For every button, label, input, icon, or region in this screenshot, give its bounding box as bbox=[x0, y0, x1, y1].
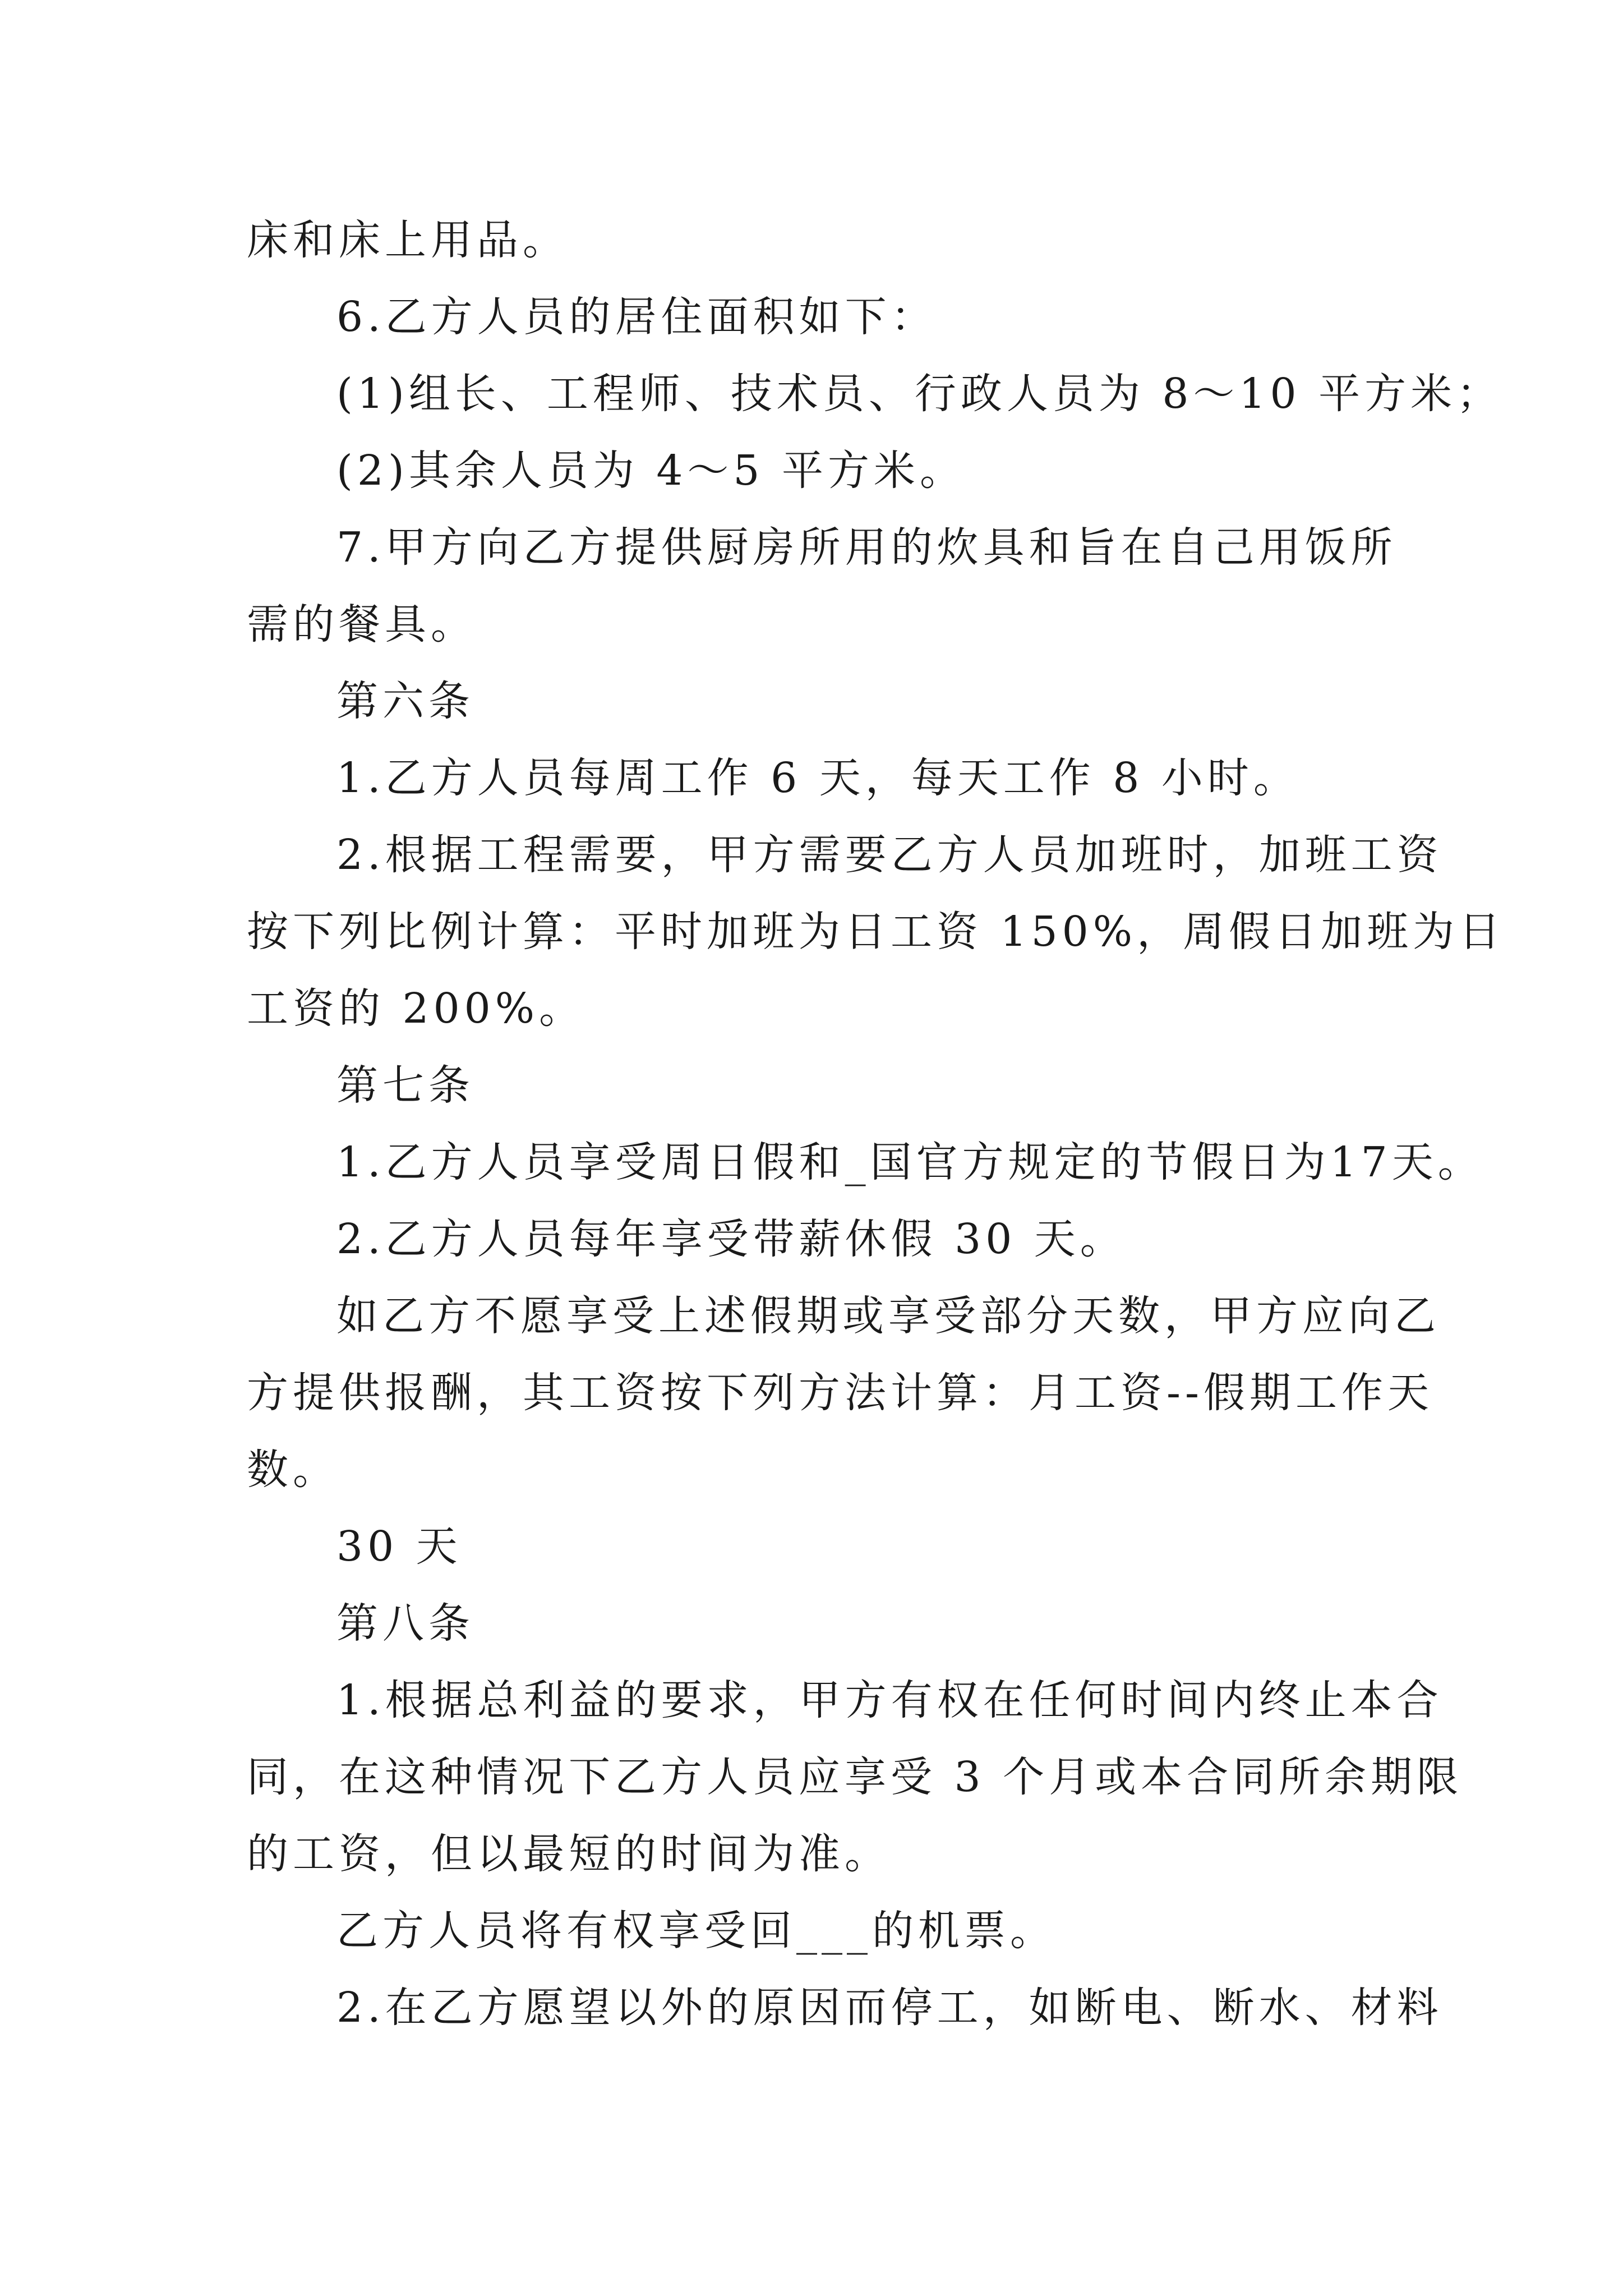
section-heading: 第六条 bbox=[336, 677, 474, 725]
text-line: 床和床上用品。 bbox=[247, 216, 569, 264]
section-heading: 第七条 bbox=[336, 1061, 474, 1110]
text-line: 的工资，但以最短的时间为准。 bbox=[247, 1830, 891, 1878]
text-line: 2.乙方人员每年享受带薪休假 30 天。 bbox=[336, 1215, 1126, 1263]
text-line: 2.根据工程需要，甲方需要乙方人员加班时，加班工资 bbox=[336, 831, 1443, 879]
text-line: 1.乙方人员每周工作 6 天，每天工作 8 小时。 bbox=[336, 754, 1299, 802]
text-line: 1.根据总利益的要求，甲方有权在任何时间内终止本合 bbox=[336, 1676, 1443, 1724]
text-line: (1)组长、工程师、技术员、行政人员为 8～10 平方米； bbox=[336, 370, 1503, 418]
text-line: 需的餐具。 bbox=[247, 600, 477, 648]
text-line: 乙方人员将有权享受回___的机票。 bbox=[336, 1907, 1056, 1955]
text-line: 按下列比例计算：平时加班为日工资 150%，周假日加班为日 bbox=[247, 908, 1505, 956]
text-line: 方提供报酬，其工资按下列方法计算：月工资--假期工作天 bbox=[247, 1369, 1434, 1417]
text-line: 工资的 200%。 bbox=[247, 984, 585, 1033]
text-line: 6.乙方人员的居住面积如下： bbox=[336, 293, 937, 341]
text-line: 同，在这种情况下乙方人员应享受 3 个月或本合同所余期限 bbox=[247, 1753, 1463, 1801]
text-line: 数。 bbox=[247, 1446, 339, 1494]
section-heading: 第八条 bbox=[336, 1599, 474, 1648]
text-line: 2.在乙方愿望以外的原因而停工，如断电、断水、材料 bbox=[336, 1984, 1443, 2032]
text-line: (2)其余人员为 4～5 平方米。 bbox=[336, 447, 966, 495]
text-line: 1.乙方人员享受周日假和_国官方规定的节假日为17天。 bbox=[336, 1138, 1484, 1186]
text-line: 如乙方不愿享受上述假期或享受部分天数，甲方应向乙 bbox=[336, 1292, 1440, 1340]
text-line: 7.甲方向乙方提供厨房所用的炊具和旨在自己用饭所 bbox=[336, 523, 1397, 572]
text-line: 30 天 bbox=[336, 1522, 462, 1571]
